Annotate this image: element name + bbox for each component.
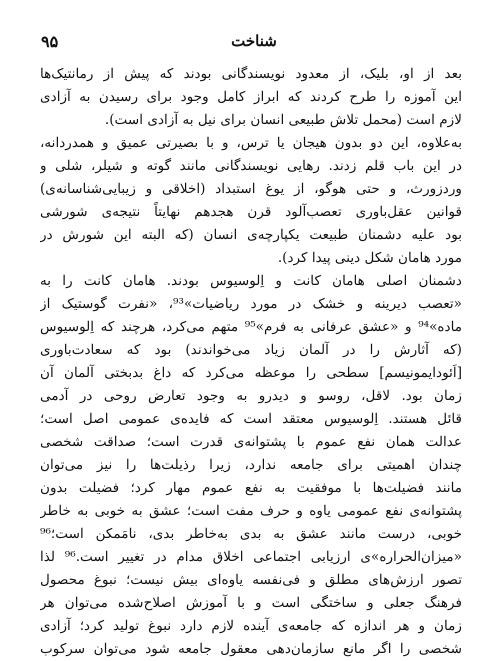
text-line: فرهنگ جعلی و ساختگی است و با آموزش اصلاح‌شده می‌توان هر — [40, 595, 462, 611]
text-line: «تعصب دیرینه و خشک در مورد ریاضیات»⁹³، «نفرت گوستیک از — [40, 296, 462, 312]
text-line: دشمنان اصلی هامان کانت و اِلوسیوس بودند. هامان کانت را به — [40, 273, 462, 289]
text-line: شخصی را اگر مانع سازمان‌دهی معقول جامعه شود می‌توان سرکوب — [40, 641, 462, 657]
text-line: قوانین عقل‌باوری تعصب‌آلود قرن هجدهم نهایتاً نتیجه‌ی شورشی — [40, 204, 462, 220]
text-line: زمان بود. لاقل، روسو و دیدرو به وجود تعارض روحی در آدمی — [40, 388, 462, 404]
text-line: مورد هامان شکل دینی پیدا کرد). — [277, 250, 462, 266]
body-text — [40, 63, 462, 661]
text-line: وردزورث، و حتی هوگو، از یوغ استبداد (اخلاقی و زیبایی‌شناسانه‌ی) — [40, 181, 462, 197]
text-line: بود علیه دشمنان طبیعت یکپارچه‌ی انسان (که البته این شورش در — [40, 227, 462, 243]
text-line: این آموزه را طرح کردند که ابراز کامل وجود برای رسیدن به آزادی — [40, 89, 462, 105]
text-line: تصور ارزش‌های مطلق و فی‌نفسه یاوه‌ای بیش نیست؛ نبوغ محصول — [40, 572, 462, 588]
text-line: زمان و هر اندازه که جامعه‌ی آینده لازم دارد نبوغ تولید کرد؛ آزادی — [40, 618, 462, 634]
text-line: مانند فضیلت‌ها با موفقیت به نفع عموم مهار کرد؛ فضیلت بدون — [40, 480, 462, 496]
text-line: چندان اهمیتی برای جامعه ندارد، زیرا رذیلت‌ها را نیز می‌توان — [40, 457, 462, 473]
text-line: (که آثارش را در آلمان زیاد می‌خواندند) بود که سعادت‌باوری — [40, 342, 462, 358]
running-title: شناخت — [231, 32, 277, 50]
text-line: در این باب قلم زدند. رهایی نویسندگانی مانند گوته و شیلر، شلی و — [40, 158, 462, 174]
text-line: لازم است (محمل تلاش طبیعی انسان برای نیل به آزادی است). — [104, 112, 462, 128]
text-line: پشتوانه‌ی نفع عمومی یاوه و حرف مفت است؛ عشق به خوبی به خاطر — [40, 503, 462, 519]
text-line: قائل هستند. اِلوسیوس معتقد است که فایده‌ی عمومی اصل است؛ — [40, 411, 462, 427]
page-number: ۹۵ — [41, 32, 59, 51]
text-line: خوبی، درست مانند عشق به بدی به‌خاطر بدی، نامَمکن است؛⁹⁶ — [40, 526, 462, 542]
text-line: ماده»⁹⁴ و «عشق عرفانی به فرم»⁹⁵ متهم می‌کرد، هرچند که اِلوسیوس — [40, 319, 462, 335]
text-line: بعد از او، بلیک، از معدود نویسندگانی بودند که پیش از رمانتیک‌ها — [40, 66, 462, 82]
text-line: [اَئودایمونیسم] سطحی را موعظه می‌کرد که داغ بدبختی آلمان آن — [40, 365, 462, 381]
text-line: «میزان‌الحراره»ی ارزیابی اجتماعی اخلاق مدام در تغییر است.⁹⁶ لذا — [40, 549, 462, 565]
text-line: به‌علاوه، این دو بدون هیجان یا ترس، و با بصیرتی عمیق و همدردانه، — [40, 135, 462, 151]
text-line: عدالت همان نفع عموم با پشتوانه‌ی قدرت است؛ صداقت شخصی — [40, 434, 462, 450]
